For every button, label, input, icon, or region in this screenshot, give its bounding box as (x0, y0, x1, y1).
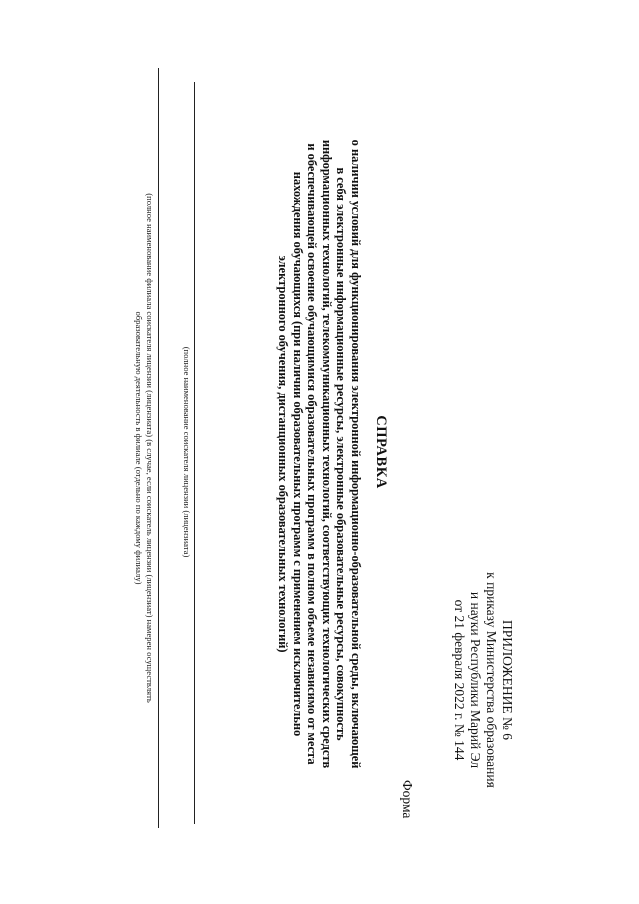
subtitle-line: электронного обучения, дистанционных образовательных технологий) (276, 255, 291, 653)
appendix-ministry-line: и науки Республики Марий Эл (468, 591, 483, 769)
appendix-date-line: от 21 февраля 2022 г. № 144 (452, 599, 467, 761)
appendix-block (451, 545, 515, 815)
licensee-caption-text: (полное наименование соискателя лицензии (лицензиата) (182, 346, 192, 558)
appendix-order-line: к приказу Министерства образования (484, 572, 499, 788)
document-title: СПРАВКА (373, 415, 389, 489)
branch-caption-line-1: (полное наименование филиала соискателя лицензии (лицензиата) (в случае, если соискатель лицензии (лицензиат) намерен осуществлять (145, 193, 155, 703)
document-subtitle (275, 62, 363, 846)
branch-name-caption (134, 68, 155, 828)
subtitle-line: информационных технологий, телекоммуникационных технологий, соответствующих технологических средств (319, 139, 334, 769)
branch-name-line (158, 68, 159, 828)
branch-caption-line-2: образовательную деятельность в филиале (отдельно по каждому филиалу) (134, 311, 145, 585)
appendix-number: ПРИЛОЖЕНИЕ № 6 (500, 619, 515, 741)
subtitle-line: в себя электронные информационные ресурсы, электронные образовательные ресурсы, совокупность (334, 167, 349, 741)
form-label: Форма (400, 780, 415, 819)
licensee-name-line (194, 82, 195, 824)
subtitle-line: нахождения обучающихся (при наличии образовательных программ с применением исключительно (290, 171, 305, 737)
subtitle-line: о наличии условий для функционирования электронной информационно-образовательной среды, включающей (349, 139, 363, 769)
licensee-name-caption (182, 0, 193, 904)
subtitle-line: и обеспечивающей освоение обучающимися образовательных программ в полном объеме независимо от места (305, 143, 320, 765)
